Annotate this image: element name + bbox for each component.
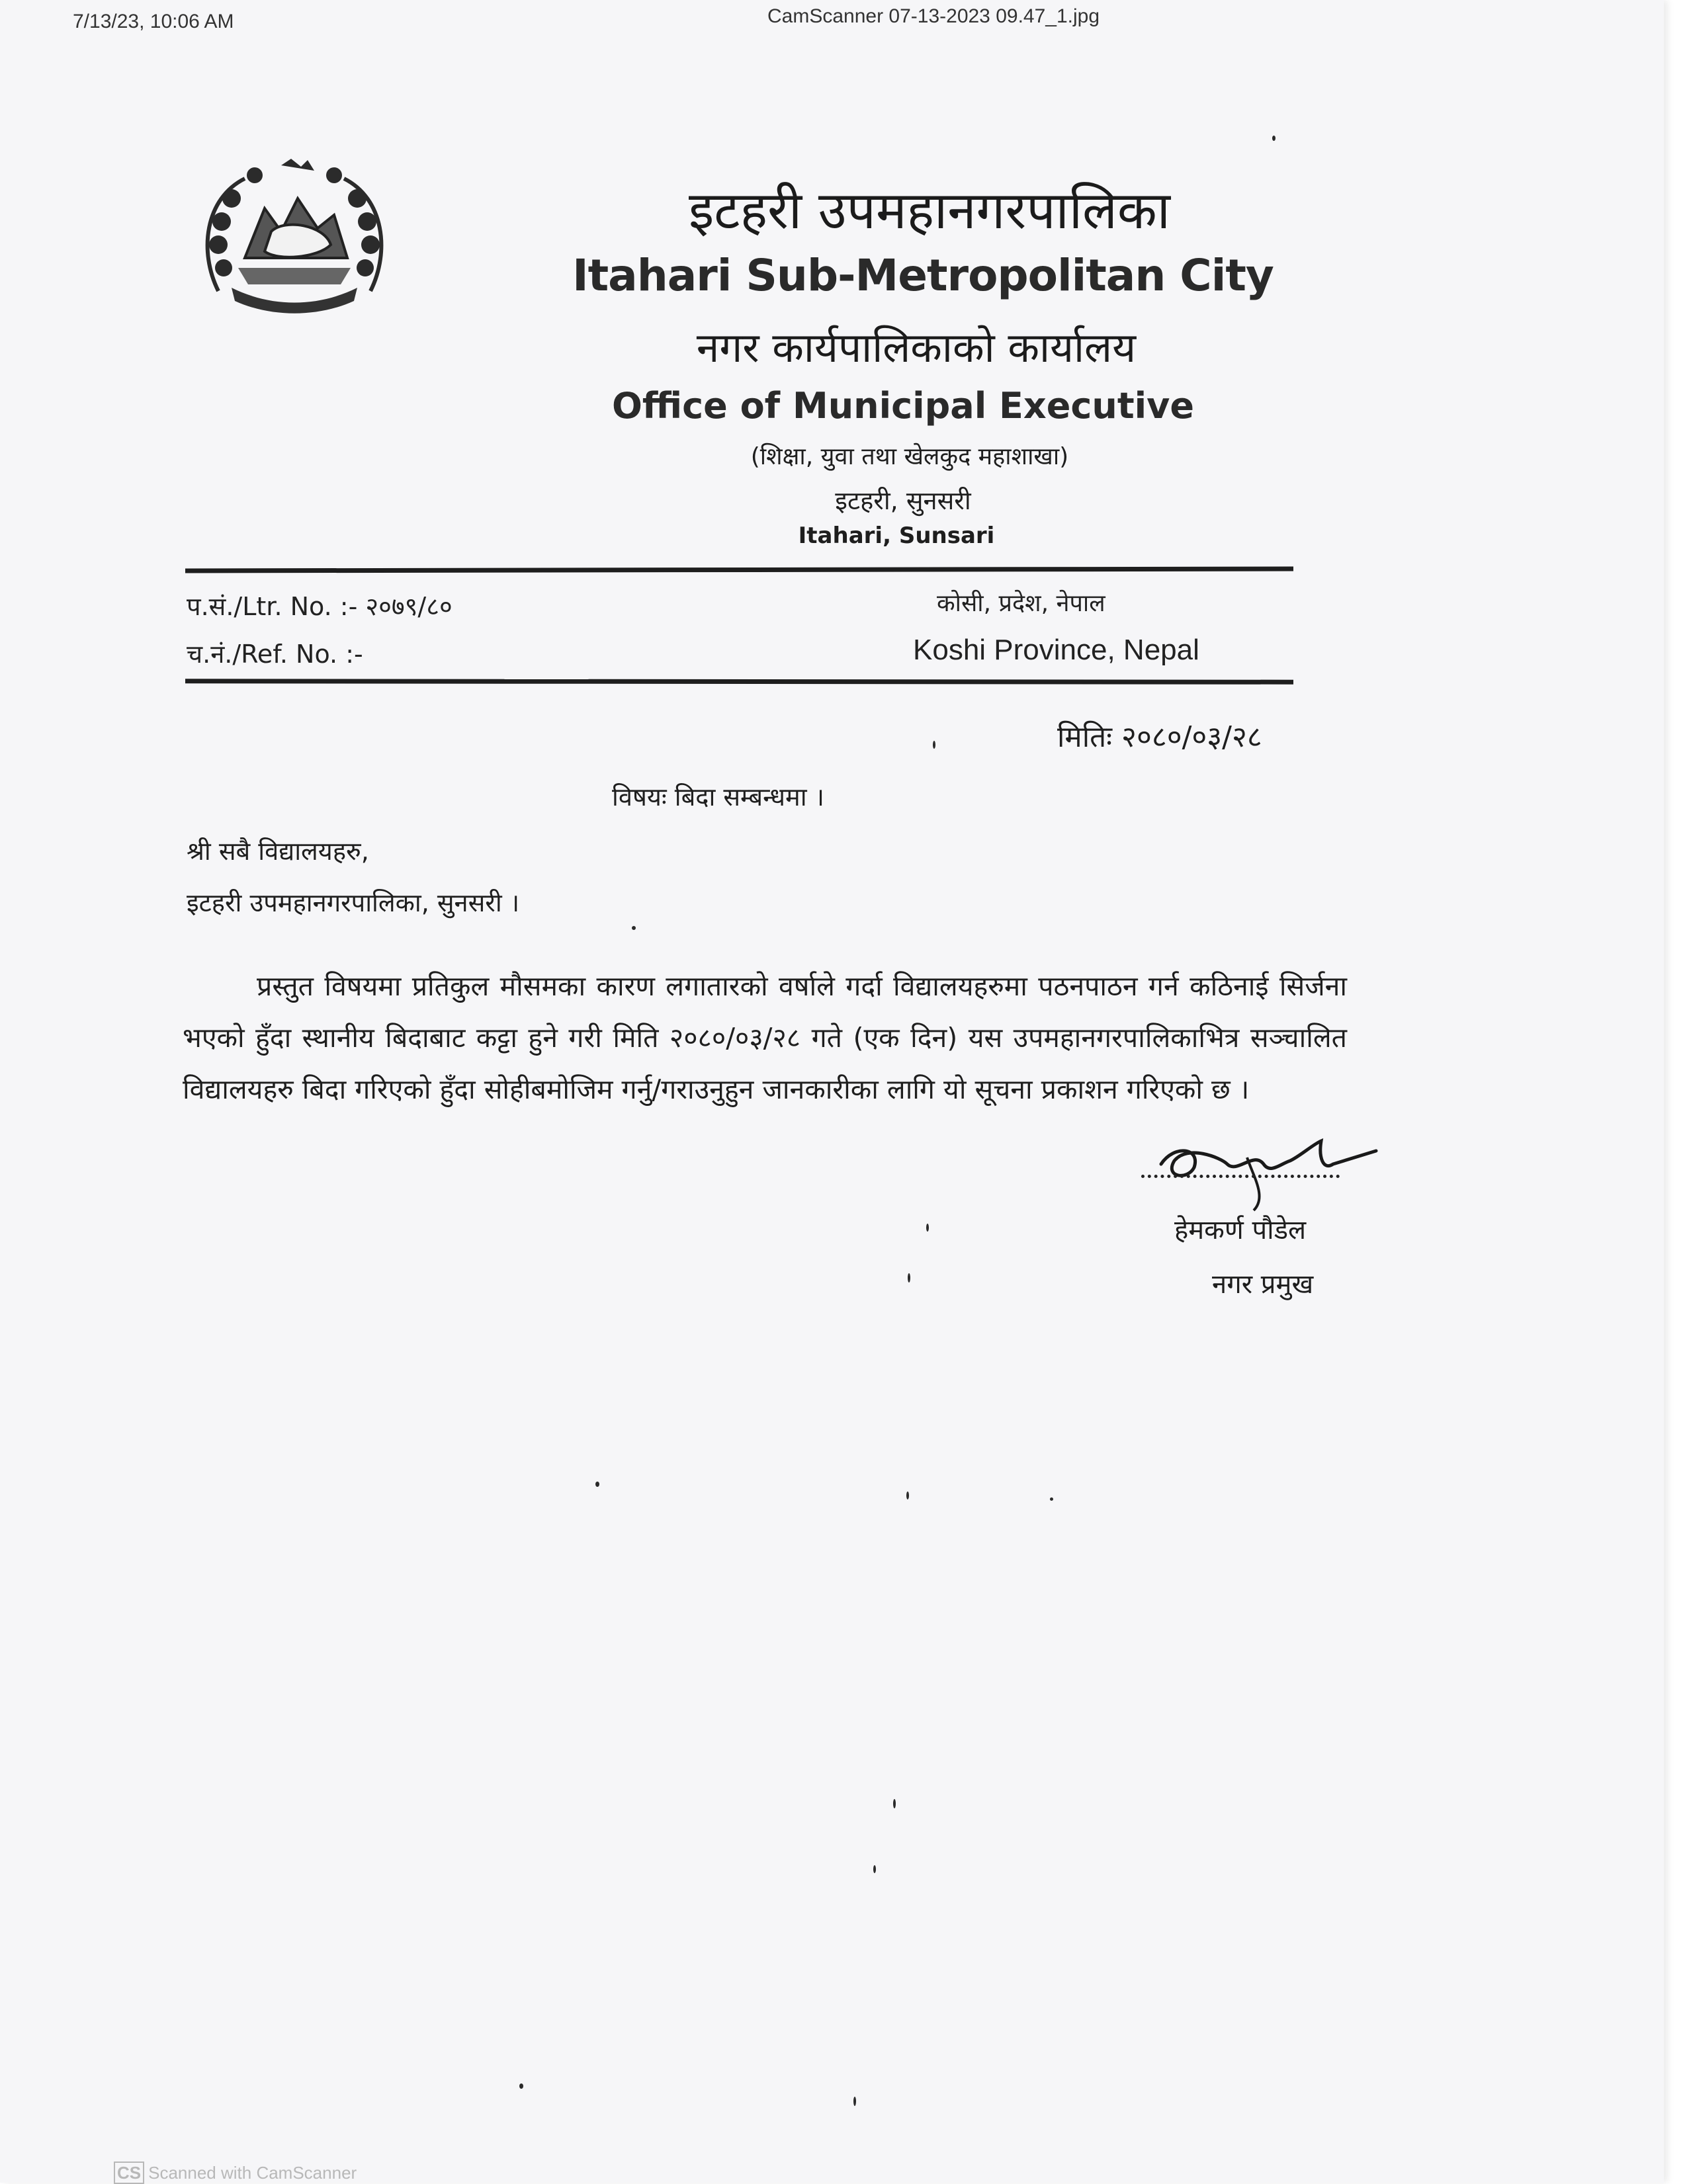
scan-speck	[908, 1273, 910, 1282]
letter-date: मितिः २०८०/०३/२८	[1057, 720, 1262, 754]
subject-line: विषयः बिदा सम्बन्धमा ।	[612, 782, 825, 812]
recipient-line-2: इटहरी उपमहानगरपालिका, सुनसरी ।	[187, 888, 520, 917]
title-nepali: इटहरी उपमहानगरपालिका	[688, 181, 1171, 241]
place-nepali: इटहरी, सुनसरी	[835, 486, 971, 515]
header-rule-top	[185, 567, 1293, 573]
office-nepali: नगर कार्यपालिकाको कार्यालय	[696, 323, 1137, 372]
header-rule-bottom	[185, 679, 1293, 684]
scan-speck	[1050, 1497, 1053, 1501]
camscanner-watermark	[114, 2163, 357, 2183]
scan-speck	[873, 1865, 876, 1873]
camscanner-logo-icon: CS	[114, 2162, 144, 2184]
office-english: Office of Municipal Executive	[612, 385, 1194, 427]
letter-number: प.सं./Ltr. No. :- २०७९/८०	[187, 592, 453, 621]
scan-speck	[893, 1799, 896, 1808]
signatory-name: हेमकर्ण पौडेल	[1174, 1215, 1307, 1245]
scan-speck	[1272, 136, 1276, 141]
reference-number: च.नं./Ref. No. :-	[187, 640, 363, 669]
body-text: प्रस्तुत विषयमा प्रतिकुल मौसमका कारण लगातारको वर्षाले गर्दा विद्यालयहरुमा पठनपाठन गर्न कठिनाई सिर्जना भएको हुँदा स्थानीय बिदाबाट कट्टा हुने गरी मिति २०८०/०३/२८ गते (एक दिन) यस उपमहानगरपालिकाभित्र सञ्चालित विद्यालयहरु बिदा गरिएको हुँदा सोहीबमोजिम गर्नु/गराउनुहुन जानकारीका लागि यो सूचना प्रकाशन गरिएको छ ।	[183, 970, 1347, 1105]
scan-speck	[906, 1491, 909, 1499]
province-nepali: कोसी, प्रदेश, नेपाल	[937, 590, 1105, 617]
signature-line	[1141, 1175, 1340, 1178]
signatory-title: नगर प्रमुख	[1212, 1269, 1314, 1300]
print-datetime: 7/13/23, 10:06 AM	[73, 11, 234, 32]
place-english: Itahari, Sunsari	[798, 523, 995, 549]
scan-speck	[933, 741, 935, 749]
scan-speck	[595, 1482, 599, 1487]
division-nepali: (शिक्षा, युवा तथा खेलकुद महाशाखा)	[750, 443, 1069, 470]
title-english: Itahari Sub-Metropolitan City	[572, 250, 1274, 301]
print-filename: CamScanner 07-13-2023 09.47_1.jpg	[767, 5, 1100, 27]
province-english: Koshi Province, Nepal	[913, 634, 1199, 666]
scan-speck	[632, 926, 636, 930]
scan-speck	[519, 2083, 523, 2089]
handwritten-signature	[1148, 1118, 1386, 1217]
camscanner-text: Scanned with CamScanner	[148, 2163, 357, 2183]
recipient-line-1: श्री सबै विद्यालयहरु,	[187, 837, 369, 866]
scan-speck	[853, 2097, 856, 2106]
print-header	[0, 5, 1687, 38]
scan-speck	[926, 1224, 929, 1232]
body-paragraph	[183, 960, 1347, 1115]
